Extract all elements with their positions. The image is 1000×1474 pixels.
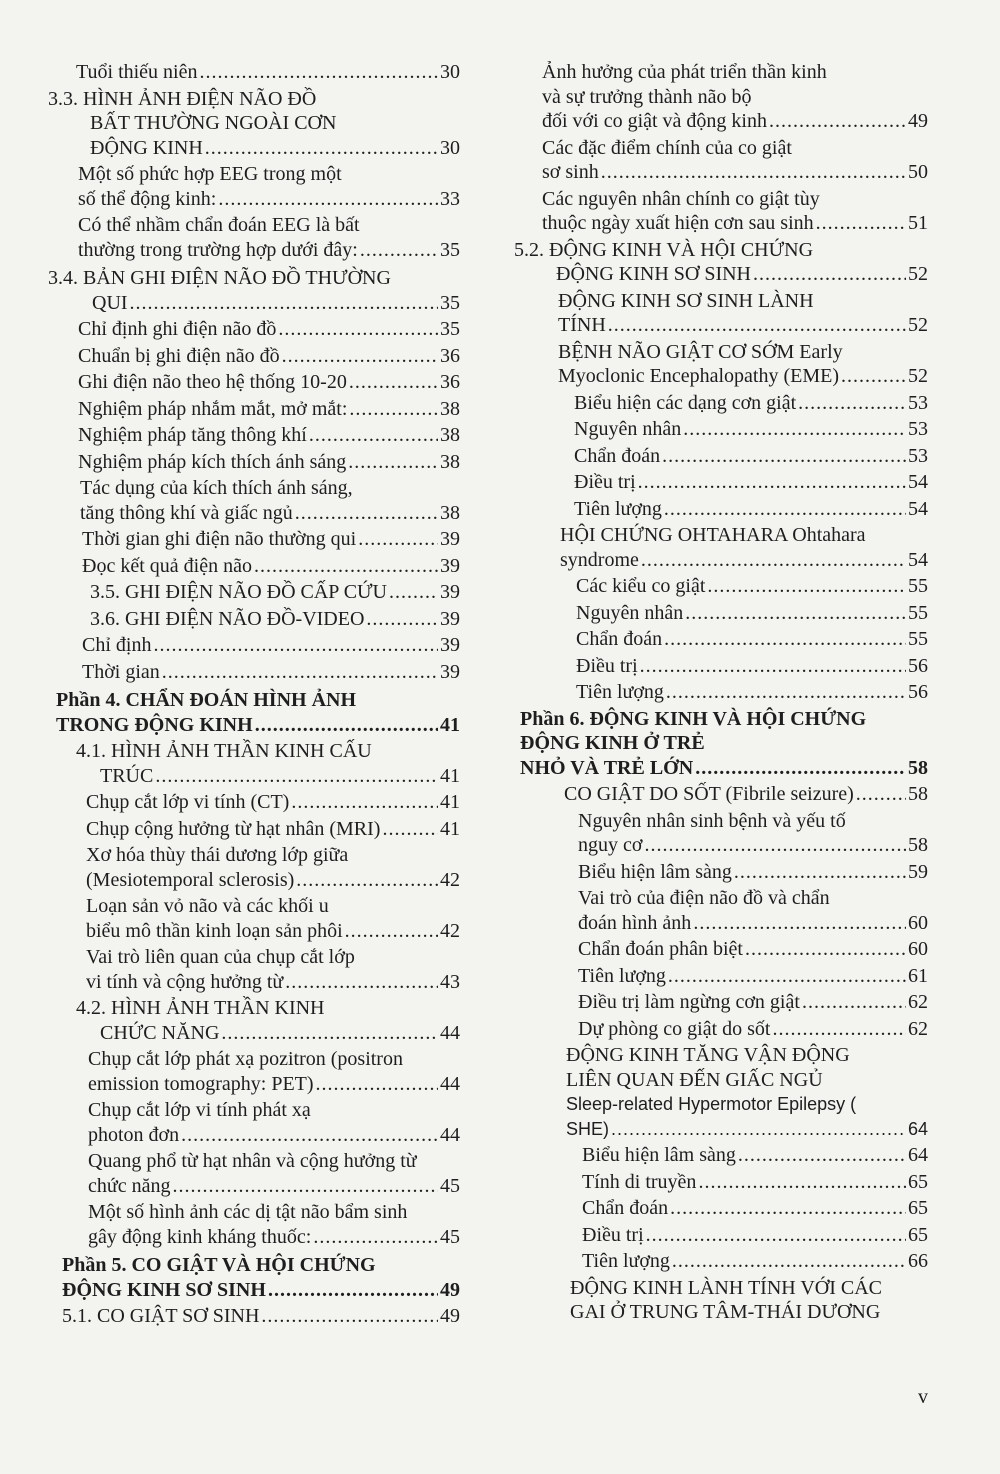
dot-leader: [205, 136, 438, 161]
toc-page-number: 39: [440, 660, 460, 683]
toc-entry-title: Thời gian ghi điện não thường qui: [82, 528, 357, 550]
toc-entry-title: Phần 4. CHẨN ĐOÁN HÌNH ẢNH: [56, 689, 357, 711]
toc-entry-title: Loạn sản vỏ não và các khối u: [86, 895, 329, 917]
toc-entry: [576, 654, 928, 679]
dot-leader: [683, 417, 906, 442]
dot-leader: [155, 764, 438, 789]
toc-entry-title: syndrome: [560, 548, 639, 571]
toc-entry: [86, 945, 460, 994]
toc-entry-title: Các nguyên nhân chính co giật tùy: [542, 187, 820, 210]
toc-entry-title: emission tomography: PET): [88, 1072, 314, 1095]
toc-entry-title: ĐỘNG KINH Ở TRẺ: [520, 732, 705, 754]
toc-entry-title: 3.5. GHI ĐIỆN NÃO ĐỒ CẤP CỨU: [90, 581, 387, 603]
toc-entry-title: Tiên lượng: [582, 1250, 670, 1272]
toc-page-number: 60: [908, 911, 928, 934]
toc-entry-title: Biểu hiện lâm sàng: [582, 1144, 736, 1166]
toc-entry-title: Chẩn đoán phân biệt: [578, 938, 743, 960]
toc-entry: [90, 580, 460, 605]
toc-entry-title: Chỉ định ghi điện não đồ: [78, 318, 277, 340]
toc-entry: [78, 162, 460, 211]
dot-leader: [753, 262, 906, 287]
toc-page-number: 30: [440, 136, 460, 159]
dot-leader: [349, 397, 438, 422]
toc-entry-title: BẤT THƯỜNG NGOÀI CƠN: [90, 112, 337, 134]
toc-entry: [578, 964, 928, 989]
toc-entry-title: nguy cơ: [578, 834, 643, 856]
dot-leader: [360, 238, 438, 263]
toc-page-number: 38: [440, 424, 460, 446]
toc-entry: [78, 344, 460, 369]
toc-page-number: 66: [908, 1250, 928, 1272]
toc-entry: [570, 1276, 928, 1325]
toc-entry-title: và sự trưởng thành não bộ: [542, 85, 752, 108]
toc-entry-title: 3.3. HÌNH ẢNH ĐIỆN NÃO ĐỒ: [48, 87, 317, 110]
toc-entry-title: HỘI CHỨNG OHTAHARA Ohtahara: [560, 524, 866, 546]
toc-page-number: 54: [908, 497, 928, 520]
toc-entry: [86, 817, 460, 842]
toc-entry-title: Chẩn đoán: [576, 628, 663, 650]
toc-entry-title: LIÊN QUAN ĐẾN GIẤC NGỦ: [566, 1068, 823, 1091]
dot-leader: [268, 1278, 438, 1303]
toc-entry: [88, 1047, 460, 1096]
toc-column-left: [48, 58, 460, 1329]
dot-leader: [798, 391, 906, 416]
toc-entry-title: Một số hình ảnh các dị tật não bẩm sinh: [88, 1201, 408, 1223]
toc-entry: [574, 417, 928, 442]
toc-page-number: 49: [440, 1305, 460, 1327]
dot-leader: [695, 756, 906, 781]
dot-leader: [153, 633, 438, 658]
toc-entry-title: Điều trị làm ngừng cơn giật: [578, 991, 800, 1013]
toc-entry-title: Myoclonic Encephalopathy (EME): [558, 365, 840, 387]
toc-entry-title: Biểu hiện các dạng cơn giật: [574, 391, 797, 414]
toc-page-number: 39: [440, 607, 460, 630]
toc-entry-title: Phần 5. CO GIẬT VÀ HỘI CHỨNG: [62, 1254, 376, 1276]
toc-page-number: 55: [908, 601, 928, 624]
toc-entry-title: chức năng: [88, 1174, 171, 1197]
dot-leader: [254, 554, 438, 579]
toc-entry: [582, 1143, 928, 1168]
toc-page-number: 56: [908, 681, 928, 703]
toc-page-number: 41: [440, 817, 460, 840]
toc-entry-title: Nghiệm pháp tăng thông khí: [78, 424, 307, 446]
toc-entry: [560, 523, 928, 572]
toc-entry-title: 4.1. HÌNH ẢNH THẦN KINH CẤU: [76, 740, 372, 762]
toc-entry-title: ĐỘNG KINH SƠ SINH LÀNH: [558, 289, 814, 312]
toc-entry: [578, 886, 928, 935]
toc-entry: [78, 423, 460, 448]
toc-page-number: 60: [908, 938, 928, 960]
toc-page-number: 42: [440, 919, 460, 942]
toc-page-number: 45: [440, 1174, 460, 1197]
toc-entry-title: đối với co giật và động kinh: [542, 110, 767, 132]
toc-entry: [80, 476, 460, 525]
dot-leader: [662, 444, 906, 469]
toc-entry-title: NHỎ VÀ TRẺ LỚN: [520, 756, 694, 779]
toc-entry-title: Chẩn đoán: [582, 1197, 669, 1219]
dot-leader: [668, 964, 906, 989]
toc-entry: [558, 289, 928, 338]
toc-page-number: 44: [440, 1123, 460, 1146]
toc-entry: [48, 87, 460, 161]
dot-leader: [316, 1072, 438, 1097]
toc-entry: [86, 843, 460, 892]
toc-page-number: 39: [440, 554, 460, 577]
toc-entry-title: Vai trò liên quan của chụp cắt lớp: [86, 946, 355, 968]
toc-entry-title: Chuẩn bị ghi điện não đồ: [78, 344, 280, 367]
dot-leader: [345, 919, 438, 944]
toc-page-number: 35: [440, 238, 460, 261]
dot-leader: [285, 970, 438, 995]
dot-leader: [638, 470, 906, 495]
toc-entry-title: Tiên lượng: [576, 681, 664, 703]
toc-page-number: 54: [908, 471, 928, 493]
dot-leader: [841, 364, 906, 389]
toc-entry: [86, 894, 460, 943]
dot-leader: [255, 713, 438, 738]
toc-page-number: 41: [440, 791, 460, 813]
dot-leader: [769, 109, 906, 134]
toc-entry: [62, 1253, 460, 1302]
toc-entry: [574, 470, 928, 495]
toc-entry-title: Phần 6. ĐỘNG KINH VÀ HỘI CHỨNG: [520, 707, 867, 730]
toc-entry-title: ĐỘNG KINH TĂNG VẬN ĐỘNG: [566, 1044, 850, 1066]
toc-page-number: 53: [908, 391, 928, 414]
toc-page-number: 54: [908, 548, 928, 571]
dot-leader: [261, 1304, 438, 1329]
toc-entry: [514, 238, 928, 287]
toc-entry: [78, 213, 460, 262]
toc-page-number: 65: [908, 1197, 928, 1219]
toc-page-number: 38: [440, 397, 460, 420]
toc-page-number: 44: [440, 1072, 460, 1095]
toc-page-number: 39: [440, 528, 460, 550]
dot-leader: [348, 450, 438, 475]
toc-page-number: 50: [908, 161, 928, 183]
toc-entry: [76, 60, 460, 85]
dot-leader: [611, 1117, 906, 1142]
toc-page-number: 59: [908, 860, 928, 883]
toc-entry-title: 3.4. BẢN GHI ĐIỆN NÃO ĐỒ THƯỜNG: [48, 267, 391, 289]
toc-entry-title: Nghiệm pháp kích thích ánh sáng: [78, 450, 347, 473]
toc-page-number: 55: [908, 575, 928, 597]
toc-page-number: 33: [440, 187, 460, 210]
dot-leader: [646, 1223, 906, 1248]
dot-leader: [734, 860, 906, 885]
toc-entry: [56, 688, 460, 737]
toc-entry: [566, 1043, 928, 1141]
toc-page-number: 58: [908, 756, 928, 779]
dot-leader: [295, 501, 438, 526]
toc-page-number: 65: [908, 1170, 928, 1193]
toc-page-number: 51: [908, 212, 928, 234]
toc-entry-title: sơ sinh: [542, 161, 599, 183]
toc-entry-title: Xơ hóa thùy thái dương lớp giữa: [86, 844, 349, 866]
toc-entry: [558, 340, 928, 389]
dot-leader: [366, 607, 438, 632]
toc-page-number: 61: [908, 964, 928, 987]
toc-page-number: 30: [440, 61, 460, 83]
toc-entry-title: đoán hình ảnh: [578, 911, 692, 934]
toc-entry: [574, 391, 928, 416]
dot-leader: [358, 527, 438, 552]
toc-entry-title: thuộc ngày xuất hiện cơn sau sinh: [542, 212, 814, 234]
toc-entry-title: Tuổi thiếu niên: [76, 61, 198, 83]
dot-leader: [349, 370, 438, 395]
toc-entry-title: số thể động kinh:: [78, 187, 217, 210]
toc-entry-title: Biểu hiện lâm sàng: [578, 860, 732, 883]
toc-entry-title: ĐỘNG KINH SƠ SINH: [556, 263, 751, 285]
toc-page-number: 42: [440, 868, 460, 891]
toc-entry-title: Nguyên nhân sinh bệnh và yếu tố: [578, 809, 846, 832]
toc-entry: [520, 707, 928, 781]
toc-page-number: 43: [440, 970, 460, 993]
toc-page-number: 36: [440, 371, 460, 393]
toc-entry: [578, 1017, 928, 1042]
toc-entry-title: photon đơn: [88, 1123, 180, 1146]
toc-entry-title: Nguyên nhân: [574, 418, 682, 440]
toc-entry-title: Chụp cắt lớp phát xạ pozitron (positron: [88, 1048, 403, 1070]
toc-entry: [542, 187, 928, 236]
toc-entry: [564, 782, 928, 807]
dot-leader: [291, 790, 438, 815]
toc-page-number: 65: [908, 1223, 928, 1246]
toc-entry-title: biểu mô thần kinh loạn sản phôi: [86, 919, 343, 942]
dot-leader: [172, 1174, 438, 1199]
toc-entry-title: CHỨC NĂNG: [100, 1021, 220, 1044]
toc-entry-title: Chẩn đoán: [574, 444, 661, 467]
toc-entry: [86, 790, 460, 815]
dot-leader: [693, 911, 906, 936]
dot-leader: [698, 1170, 906, 1195]
dot-leader: [672, 1249, 906, 1274]
toc-entry: [78, 450, 460, 475]
toc-entry-title: Các đặc điểm chính của co giật: [542, 136, 792, 159]
dot-leader: [389, 580, 438, 605]
toc-page-number: 64: [907, 1118, 928, 1139]
toc-entry: [82, 660, 460, 685]
toc-page-number: 38: [440, 450, 460, 473]
toc-entry-title: CO GIẬT DO SỐT (Fibrile seizure): [564, 783, 854, 805]
toc-entry-title: QUI: [92, 291, 128, 314]
toc-entry-title: Điều trị: [582, 1223, 644, 1246]
toc-page-number: 53: [908, 444, 928, 467]
toc-entry: [88, 1200, 460, 1249]
toc-entry: [48, 266, 460, 315]
toc-entry-title: GAI Ở TRUNG TÂM-THÁI DƯƠNG: [570, 1301, 881, 1323]
toc-column-right: [512, 58, 928, 1325]
toc-entry-title: gây động kinh kháng thuốc:: [88, 1225, 312, 1248]
dot-leader: [640, 654, 906, 679]
toc-entry-title: 4.2. HÌNH ẢNH THẦN KINH: [76, 997, 325, 1019]
toc-entry-title: Điều trị: [574, 471, 636, 493]
toc-entry: [76, 996, 460, 1045]
dot-leader: [313, 1225, 438, 1250]
dot-leader: [738, 1143, 906, 1168]
toc-entry-title: Dự phòng co giật do sốt: [578, 1017, 771, 1040]
toc-entry: [582, 1170, 928, 1195]
toc-page-number: 52: [908, 263, 928, 285]
toc-entry-title: Chụp cắt lớp vi tính (CT): [86, 791, 290, 813]
toc-entry: [578, 809, 928, 858]
dot-leader: [816, 211, 906, 236]
toc-entry: [574, 497, 928, 522]
toc-entry-title: SHE): [566, 1118, 610, 1139]
dot-leader: [707, 574, 906, 599]
dot-leader: [221, 1021, 438, 1046]
dot-leader: [282, 344, 438, 369]
page-number: v: [918, 1386, 928, 1408]
toc-entry-title: Ảnh hưởng của phát triển thần kinh: [542, 61, 827, 83]
toc-entry-title: TRONG ĐỘNG KINH: [56, 713, 253, 736]
toc-entry: [88, 1098, 460, 1147]
toc-entry: [582, 1196, 928, 1221]
dot-leader: [856, 782, 906, 807]
dot-leader: [664, 627, 906, 652]
toc-entry-title: Một số phức hợp EEG trong một: [78, 163, 342, 185]
toc-entry: [576, 680, 928, 705]
toc-entry-title: Chỉ định: [82, 634, 152, 656]
toc-entry: [62, 1304, 460, 1329]
toc-entry-title: 5.2. ĐỘNG KINH VÀ HỘI CHỨNG: [514, 238, 814, 261]
toc-entry-title: Tính di truyền: [582, 1170, 697, 1193]
toc-page-number: 58: [908, 834, 928, 856]
toc-entry: [576, 627, 928, 652]
toc-page-number: 36: [440, 344, 460, 367]
dot-leader: [278, 317, 438, 342]
toc-page-number: 53: [908, 418, 928, 440]
toc-entry: [78, 397, 460, 422]
toc-entry-title: tăng thông khí và giấc ngủ: [80, 501, 293, 524]
toc-entry-title: thường trong trường hợp dưới đây:: [78, 238, 358, 261]
dot-leader: [685, 601, 906, 626]
toc-page-number: 44: [440, 1021, 460, 1044]
toc-entry-title: ĐỘNG KINH: [90, 136, 203, 159]
toc-entry-title: Đọc kết quả điện não: [82, 554, 252, 577]
dot-leader: [382, 817, 438, 842]
toc-page-number: 35: [440, 291, 460, 314]
toc-entry: [76, 739, 460, 788]
toc-page-number: 58: [908, 783, 928, 805]
dot-leader: [296, 868, 438, 893]
toc-entry: [578, 937, 928, 962]
toc-entry: [574, 444, 928, 469]
dot-leader: [608, 313, 906, 338]
toc-entry-title: Điều trị: [576, 654, 638, 677]
dot-leader: [802, 990, 906, 1015]
toc-entry-title: Các kiểu co giật: [576, 575, 706, 597]
toc-page-number: 52: [908, 314, 928, 336]
toc-entry-title: BỆNH NÃO GIẬT CƠ SỚM Early: [558, 340, 843, 363]
toc-page-number: 64: [908, 1144, 928, 1166]
toc-entry: [576, 574, 928, 599]
toc-entry-title: Sleep-related Hypermotor Epilepsy (: [566, 1094, 857, 1114]
toc-entry-title: Vai trò của điện não đồ và chẩn: [578, 887, 830, 909]
toc-entry-title: Nghiệm pháp nhắm mắt, mở mắt:: [78, 397, 348, 420]
toc-entry-title: vi tính và cộng hưởng từ: [86, 970, 284, 993]
dot-leader: [181, 1123, 438, 1148]
toc-entry-title: Tiên lượng: [574, 497, 662, 520]
toc-entry-title: TÍNH: [558, 314, 606, 336]
toc-entry: [582, 1223, 928, 1248]
dot-leader: [162, 660, 438, 685]
toc-entry: [78, 370, 460, 395]
toc-entry-title: ĐỘNG KINH LÀNH TÍNH VỚI CÁC: [570, 1276, 883, 1299]
toc-page-number: 62: [908, 991, 928, 1013]
dot-leader: [200, 60, 439, 85]
dot-leader: [601, 160, 906, 185]
toc-entry: [82, 527, 460, 552]
dot-leader: [309, 423, 438, 448]
dot-leader: [670, 1196, 906, 1221]
toc-entry-title: Ghi điện não theo hệ thống 10-20: [78, 371, 347, 393]
toc-page-number: 41: [440, 713, 460, 736]
dot-leader: [644, 833, 906, 858]
toc-page-number: 55: [908, 628, 928, 650]
dot-leader: [218, 187, 438, 212]
toc-entry-title: 3.6. GHI ĐIỆN NÃO ĐỒ-VIDEO: [90, 607, 365, 630]
dot-leader: [641, 548, 906, 573]
toc-entry: [90, 607, 460, 632]
toc-entry-title: Chụp cắt lớp vi tính phát xạ: [88, 1099, 311, 1121]
toc-entry-title: Nguyên nhân: [576, 601, 684, 624]
toc-page-number: 49: [908, 110, 928, 132]
toc-page-number: 56: [908, 654, 928, 677]
dot-leader: [664, 497, 906, 522]
toc-page-number: 62: [908, 1017, 928, 1040]
toc-entry: [88, 1149, 460, 1198]
toc-entry: [82, 554, 460, 579]
toc-page-number: 35: [440, 318, 460, 340]
toc-entry-title: ĐỘNG KINH SƠ SINH: [62, 1278, 266, 1301]
toc-page-number: 52: [908, 365, 928, 387]
toc-entry: [542, 136, 928, 185]
toc-entry: [578, 860, 928, 885]
toc-entry-title: Tác dụng của kích thích ánh sáng,: [80, 477, 353, 499]
toc-entry-title: Chụp cộng hưởng từ hạt nhân (MRI): [86, 817, 381, 840]
toc-page-number: 39: [440, 581, 460, 603]
toc-entry: [582, 1249, 928, 1274]
toc-entry-title: TRÚC: [100, 764, 154, 787]
dot-leader: [773, 1017, 907, 1042]
toc-page-number: 45: [440, 1225, 460, 1248]
toc-entry-title: (Mesiotemporal sclerosis): [86, 868, 295, 891]
toc-entry: [578, 990, 928, 1015]
toc-page-number: 38: [440, 501, 460, 524]
dot-leader: [666, 680, 906, 705]
toc-entry: [78, 317, 460, 342]
toc-entry-title: 5.1. CO GIẬT SƠ SINH: [62, 1305, 260, 1327]
toc-entry-title: Tiên lượng: [578, 964, 666, 987]
toc-page-number: 49: [440, 1278, 460, 1301]
toc-entry: [542, 60, 928, 134]
toc-entry-title: Có thể nhầm chẩn đoán EEG là bất: [78, 214, 360, 236]
toc-entry-title: Thời gian: [82, 660, 160, 683]
toc-entry-title: Quang phổ từ hạt nhân và cộng hưởng từ: [88, 1150, 417, 1172]
toc-page-number: 41: [440, 764, 460, 787]
toc-entry: [576, 601, 928, 626]
toc-page-number: 39: [440, 634, 460, 656]
dot-leader: [745, 937, 906, 962]
toc-entry: [82, 633, 460, 658]
dot-leader: [130, 291, 438, 316]
